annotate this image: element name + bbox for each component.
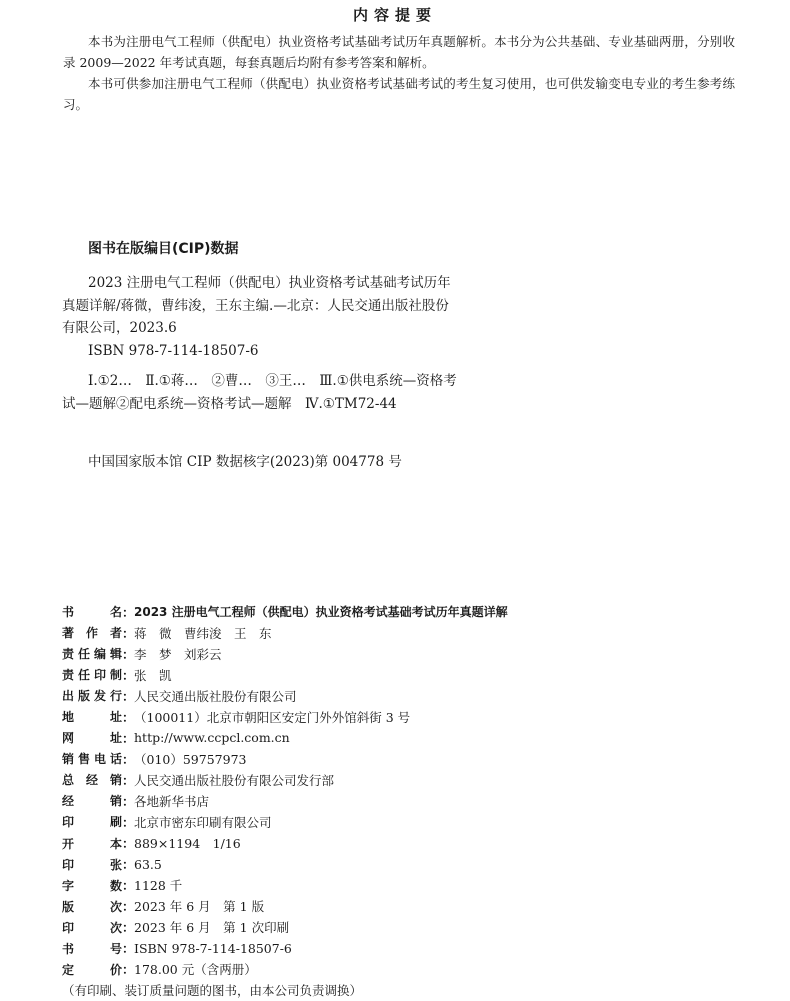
colophon-colon: ： <box>122 857 135 873</box>
colophon-colon: ： <box>122 646 135 662</box>
colophon-label: 字 数 <box>62 878 122 893</box>
colophon-colon: ： <box>122 625 135 641</box>
colophon-value: 人民交通出版社股份有限公司发行部 <box>134 772 335 788</box>
colophon-label: 印 次 <box>62 920 122 935</box>
colophon-label: 印 张 <box>62 857 122 872</box>
colophon-row <box>62 875 742 896</box>
cip-heading: 图书在版编目(CIP)数据 <box>88 241 239 257</box>
colophon-value: （100011）北京市朝阳区安定门外外馆斜街 3 号 <box>134 709 411 725</box>
colophon-value: 2023 年 6 月 第 1 次印刷 <box>134 920 290 936</box>
colophon-colon: ： <box>122 962 135 978</box>
colophon-row <box>62 685 742 706</box>
colophon-row <box>62 769 742 790</box>
cip-number-block <box>62 451 462 474</box>
colophon-row <box>62 917 742 938</box>
colophon-row <box>62 706 742 727</box>
colophon-label: 著 作 者 <box>62 626 122 641</box>
colophon-label: 销 售 电 话 <box>62 752 122 767</box>
colophon-value: 2023 年 6 月 第 1 版 <box>134 899 265 915</box>
colophon-label: 责 任 印 制 <box>62 668 122 683</box>
colophon-label: 书 名 <box>62 605 122 620</box>
colophon-colon: ： <box>122 688 135 704</box>
cip-number: 中国国家版本馆 CIP 数据核字(2023)第 004778 号 <box>88 454 402 470</box>
colophon-label: 印 刷 <box>62 815 122 830</box>
colophon-row <box>62 748 742 769</box>
colophon-colon: ： <box>122 836 135 852</box>
cip-entry-isbn-line: ISBN 978-7-114-18507-6 <box>88 342 259 359</box>
colophon-value: 2023 注册电气工程师（供配电）执业资格考试基础考试历年真题详解 <box>134 605 508 620</box>
summary-section <box>63 31 735 115</box>
colophon-label: 经 销 <box>62 794 122 809</box>
colophon-colon: ： <box>122 730 135 746</box>
colophon-label: 网 址 <box>62 731 122 746</box>
colophon-rows <box>62 601 742 980</box>
colophon-row <box>62 727 742 748</box>
cip-entry-title-line: 2023 注册电气工程师（供配电）执业资格考试基础考试历年真题详解/蒋微，曹纬浚，王东主编.—北京：人民交通出版社股份有限公司，2023.6 <box>62 275 451 336</box>
colophon-row <box>62 622 742 643</box>
colophon-label: 版 次 <box>62 899 122 914</box>
colophon-value: 1128 千 <box>134 878 183 894</box>
colophon-label: 责 任 编 辑 <box>62 647 122 662</box>
colophon-value: 蒋 微 曹纬浚 王 东 <box>134 625 272 641</box>
colophon-row <box>62 790 742 811</box>
colophon-row <box>62 811 742 832</box>
colophon-label: 开 本 <box>62 836 122 851</box>
colophon-row <box>62 854 742 875</box>
summary-paragraph: 本书可供参加注册电气工程师（供配电）执业资格考试基础考试的考生复习使用，也可供发输变电专业的考生参考练习。 <box>63 76 735 112</box>
colophon-colon: ： <box>122 604 135 620</box>
colophon-colon: ： <box>122 793 135 809</box>
colophon-value: ISBN 978-7-114-18507-6 <box>134 940 292 956</box>
colophon-colon: ： <box>122 667 135 683</box>
colophon-value: 889×1194 1/16 <box>134 836 241 852</box>
colophon-value: （010）59757973 <box>134 751 247 767</box>
colophon-row <box>62 643 742 664</box>
colophon-info <box>62 601 742 1001</box>
colophon-colon: ： <box>122 709 135 725</box>
colophon-colon: ： <box>122 751 135 767</box>
cip-subject-line: Ⅰ.①2… Ⅱ.①蒋… ②曹… ③王… Ⅲ.①供电系统—资格考试—题解②配电系统—资格考试—题解 Ⅳ.①TM72-44 <box>62 373 457 412</box>
colophon-colon: ： <box>122 878 135 894</box>
colophon-colon: ： <box>122 941 135 957</box>
colophon-colon: ： <box>122 899 135 915</box>
colophon-value: 李 梦 刘彩云 <box>134 646 222 662</box>
colophon-value: 178.00 元（含两册） <box>134 962 257 978</box>
colophon-row <box>62 833 742 854</box>
colophon-label: 地 址 <box>62 710 122 725</box>
colophon-value: 各地新华书店 <box>134 793 210 809</box>
colophon-row <box>62 664 742 685</box>
colophon-label: 定 价 <box>62 962 122 977</box>
colophon-colon: ： <box>122 814 135 830</box>
quality-note: （有印刷、装订质量问题的图书，由本公司负责调换） <box>62 982 363 998</box>
summary-paragraph: 本书为注册电气工程师（供配电）执业资格考试基础考试历年真题解析。本书分为公共基础、专业基础两册，分别收录 2009—2022 年考试真题，每套真题后均附有参考答案和解析。 <box>63 34 735 70</box>
cip-entry <box>62 272 462 362</box>
colophon-colon: ： <box>122 772 135 788</box>
summary-title: 内容提要 <box>352 6 437 24</box>
colophon-value: 北京市密东印刷有限公司 <box>134 814 272 830</box>
colophon-value: 人民交通出版社股份有限公司 <box>134 688 297 704</box>
colophon-row <box>62 959 742 980</box>
colophon-label: 书 号 <box>62 941 122 956</box>
colophon-value: 63.5 <box>134 856 162 872</box>
cip-subject-block <box>62 370 462 415</box>
colophon-row <box>62 938 742 959</box>
colophon-value: 张 凯 <box>134 667 172 683</box>
colophon-row <box>62 601 742 622</box>
colophon-value: http://www.ccpcl.com.cn <box>134 730 290 746</box>
colophon-row <box>62 896 742 917</box>
colophon-colon: ： <box>122 920 135 936</box>
colophon-label: 出 版 发 行 <box>62 689 122 704</box>
colophon-label: 总 经 销 <box>62 773 122 788</box>
